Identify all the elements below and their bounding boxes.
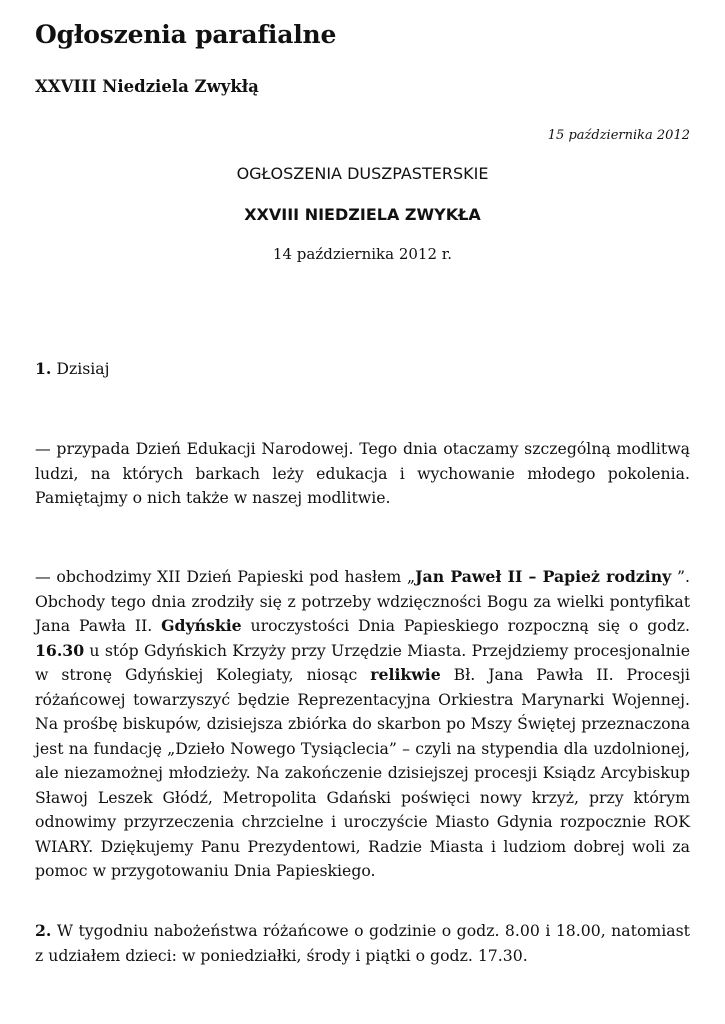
header-date: 14 października 2012 r. <box>272 245 453 263</box>
item-1-intro-text: Dzisiaj <box>51 359 110 378</box>
item-1-papal-day <box>35 565 690 884</box>
item-2-number: 2. <box>35 921 52 940</box>
page-subtitle: XXVIII Niedziela Zwykłą <box>35 77 259 96</box>
post-date: 15 października 2012 <box>547 128 690 143</box>
item-1-intro <box>35 357 690 382</box>
header-sunday: XXVIII NIEDZIELA ZWYKŁA <box>244 205 481 224</box>
item-2 <box>35 919 690 968</box>
papal-day-motto: Jan Paweł II – Papież rodziny <box>415 567 672 586</box>
papal-day-text-5: Bł. Jana Pawła II. Procesji różańcowej towarzyszyć będzie Reprezentacyjna Orkiestra Marynarki Wojennej. Na prośbę biskupów, dzisiejsza zbiórka do skarbon po Mszy Świętej przeznaczona jest na fundację „Dzieło Nowego Tysiąclecia” – czyli na stypendia dla uzdolnionej, ale niezamożnej młodzieży. Na zakończenie dzisiejszej procesji Ksiądz Arcybiskup Sławoj Leszek Głódź, Metropolita Gdański poświęci nowy krzyż, przy którym odnowimy przyrzeczenia chrzcielne i uroczyście Miasto Gdynia rozpocznie ROK WIARY. Dziękujemy Panu Prezydentowi, Radzie Miasta i ludziom dobrej woli za pomoc w przygotowaniu Dnia Papieskiego. <box>35 665 690 880</box>
item-2-text: W tygodniu nabożeństwa różańcowe o godzinie o godz. 8.00 i 18.00, natomiast z udziałem dzieci: w poniedziałki, środy i piątki o godz. 17.30. <box>35 921 690 965</box>
papal-day-time: 16.30 <box>35 640 85 660</box>
papal-day-relics: relikwie <box>370 665 441 684</box>
papal-day-text-3: uroczystości Dnia Papieskiego rozpoczną się o godz. <box>241 616 690 635</box>
announcements-page <box>35 18 691 965</box>
item-1-number: 1. <box>35 359 52 378</box>
papal-day-text-1: — obchodzimy XII Dzień Papieski pod hasłem „ <box>35 567 416 586</box>
papal-day-text-4: u stóp Gdyńskich Krzyży przy Urzędzie Miasta. Przejdziemy procesjonalnie w stronę Gdyńskiej Kolegiaty, niosąc <box>35 640 690 684</box>
header-announcements: OGŁOSZENIA DUSZPASTERSKIE <box>236 164 489 183</box>
item-1-education-day: — przypada Dzień Edukacji Narodowej. Tego dnia otaczamy szczególną modlitwą ludzi, na których barkach leży edukacja i wychowanie młodego pokolenia. Pamiętajmy o nich także w naszej modlitwie. <box>35 439 690 507</box>
papal-day-gdynskie: Gdyńskie <box>161 616 242 635</box>
page-title: Ogłoszenia parafialne <box>35 20 337 49</box>
papal-day-text-2: ”. Obchody tego dnia zrodziły się z potrzeby wdzięczności Bogu za wielki pontyfikat Jana Pawła II. <box>35 567 691 635</box>
